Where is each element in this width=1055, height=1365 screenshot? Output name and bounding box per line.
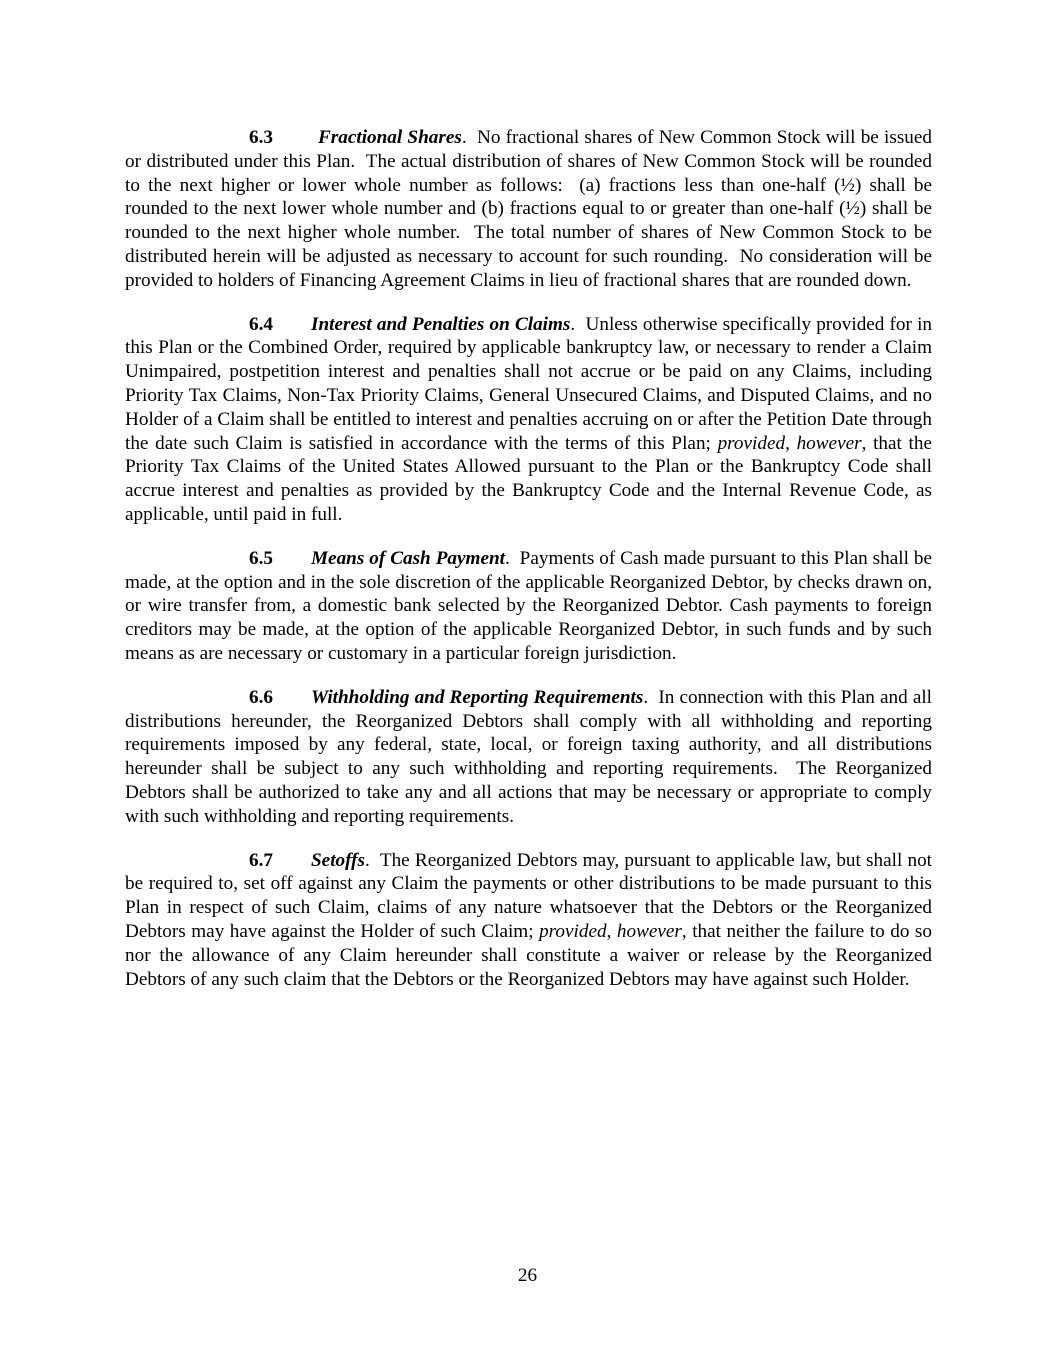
section-6-6 <box>125 686 937 829</box>
section-body: Payments of Cash made pursuant to this Plan shall be made, at the option and in the sole discretion of the applicable Reorganized Debtor, by checks drawn on, or wire transfer from, a domestic bank selected by the Reorganized Debtor. Cash payments to foreign creditors may be made, at the option of the applicable Reorganized Debtor, in such funds and by such means as are necessary or customary in a particular foreign jurisdiction. <box>125 547 937 664</box>
title-period: . <box>461 127 467 148</box>
section-body: The Reorganized Debtors may, pursuant to applicable law, but shall not be required to, set off against any Claim the payments or other distributions to be made pursuant to this Plan in respect of such Claim, claims of any nature whatsoever that the Debtors or the Reorganized Debtors may have against the Holder of such Claim; <box>125 849 937 942</box>
section-title: Means of Cash Payment <box>311 547 505 569</box>
section-title: Setoffs <box>311 849 366 871</box>
section-6-3 <box>125 126 937 293</box>
proviso-italic-however: however <box>616 920 682 942</box>
section-number: 6.3 <box>249 127 273 148</box>
section-title: Interest and Penalties on Claims <box>311 313 571 335</box>
page-number: 26 <box>517 1265 538 1286</box>
title-period: . <box>570 313 576 335</box>
section-number: 6.4 <box>249 313 273 335</box>
section-body-continued: , that neither the failure to do so nor the allowance of any Claim hereunder shall constitute a waiver or release by the Reorganized Debtors of any such claim that the Debtors or the Reorganized Debtors may have against such Holder. <box>125 920 932 990</box>
section-number: 6.6 <box>249 686 273 708</box>
proviso-italic-provided: provided <box>539 920 607 942</box>
section-title: Withholding and Reporting Requirements <box>311 686 644 708</box>
section-6-5 <box>125 547 937 666</box>
section-body: Unless otherwise specifically provided for in this Plan or the Combined Order, required by applicable bankruptcy law, or necessary to render a Claim Unimpaired, postpetition interest and penalties shall not accrue or be paid on any Claims, including Priority Tax Claims, Non-Tax Priority Claims, General Unsecured Claims, and Disputed Claims, and no Holder of a Claim shall be entitled to interest and penalties accruing on or after the Petition Date through the date such Claim is satisfied in accordance with the terms of this Plan; <box>125 313 937 454</box>
title-period: . <box>365 849 370 871</box>
section-6-7 <box>125 849 937 992</box>
proviso-italic: provided, however <box>717 432 862 454</box>
section-title: Fractional Shares <box>318 127 462 148</box>
section-6-4 <box>125 313 937 527</box>
section-body-continued: , that the Priority Tax Claims of the United States Allowed pursuant to the Plan or the Bankruptcy Code shall accrue interest and penalties as provided by the Bankruptcy Code and the Internal Revenue Code, as applicable, until paid in full. <box>125 432 932 525</box>
section-body: No fractional shares of New Common Stock will be issued or distributed under this Plan. The actual distribution of shares of New Common Stock will be rounded to the next higher or lower whole number as follows: (a) fractions less than one-half (½) shall be rounded to the next lower whole number and (b) fractions equal to or greater than one-half (½) shall be rounded to the next higher whole number. The total number of shares of New Common Stock to be distributed herein will be adjusted as necessary to account for such rounding. No consideration will be provided to holders of Financing Agreement Claims in lieu of fractional shares that are rounded down. <box>125 127 937 291</box>
title-period: . <box>643 686 649 708</box>
section-number: 6.5 <box>249 547 273 569</box>
proviso-comma: , <box>606 920 617 942</box>
section-body: In connection with this Plan and all distributions hereunder, the Reorganized Debtors shall comply with all withholding and reporting requirements imposed by any federal, state, local, or foreign taxing authority, and all distributions hereunder shall be subject to any such withholding and reporting requirements. The Reorganized Debtors shall be authorized to take any and all actions that may be necessary or appropriate to comply with such withholding and reporting requirements. <box>125 686 937 827</box>
title-period: . <box>504 547 510 569</box>
section-number: 6.7 <box>249 849 273 871</box>
document-page <box>125 126 937 1011</box>
